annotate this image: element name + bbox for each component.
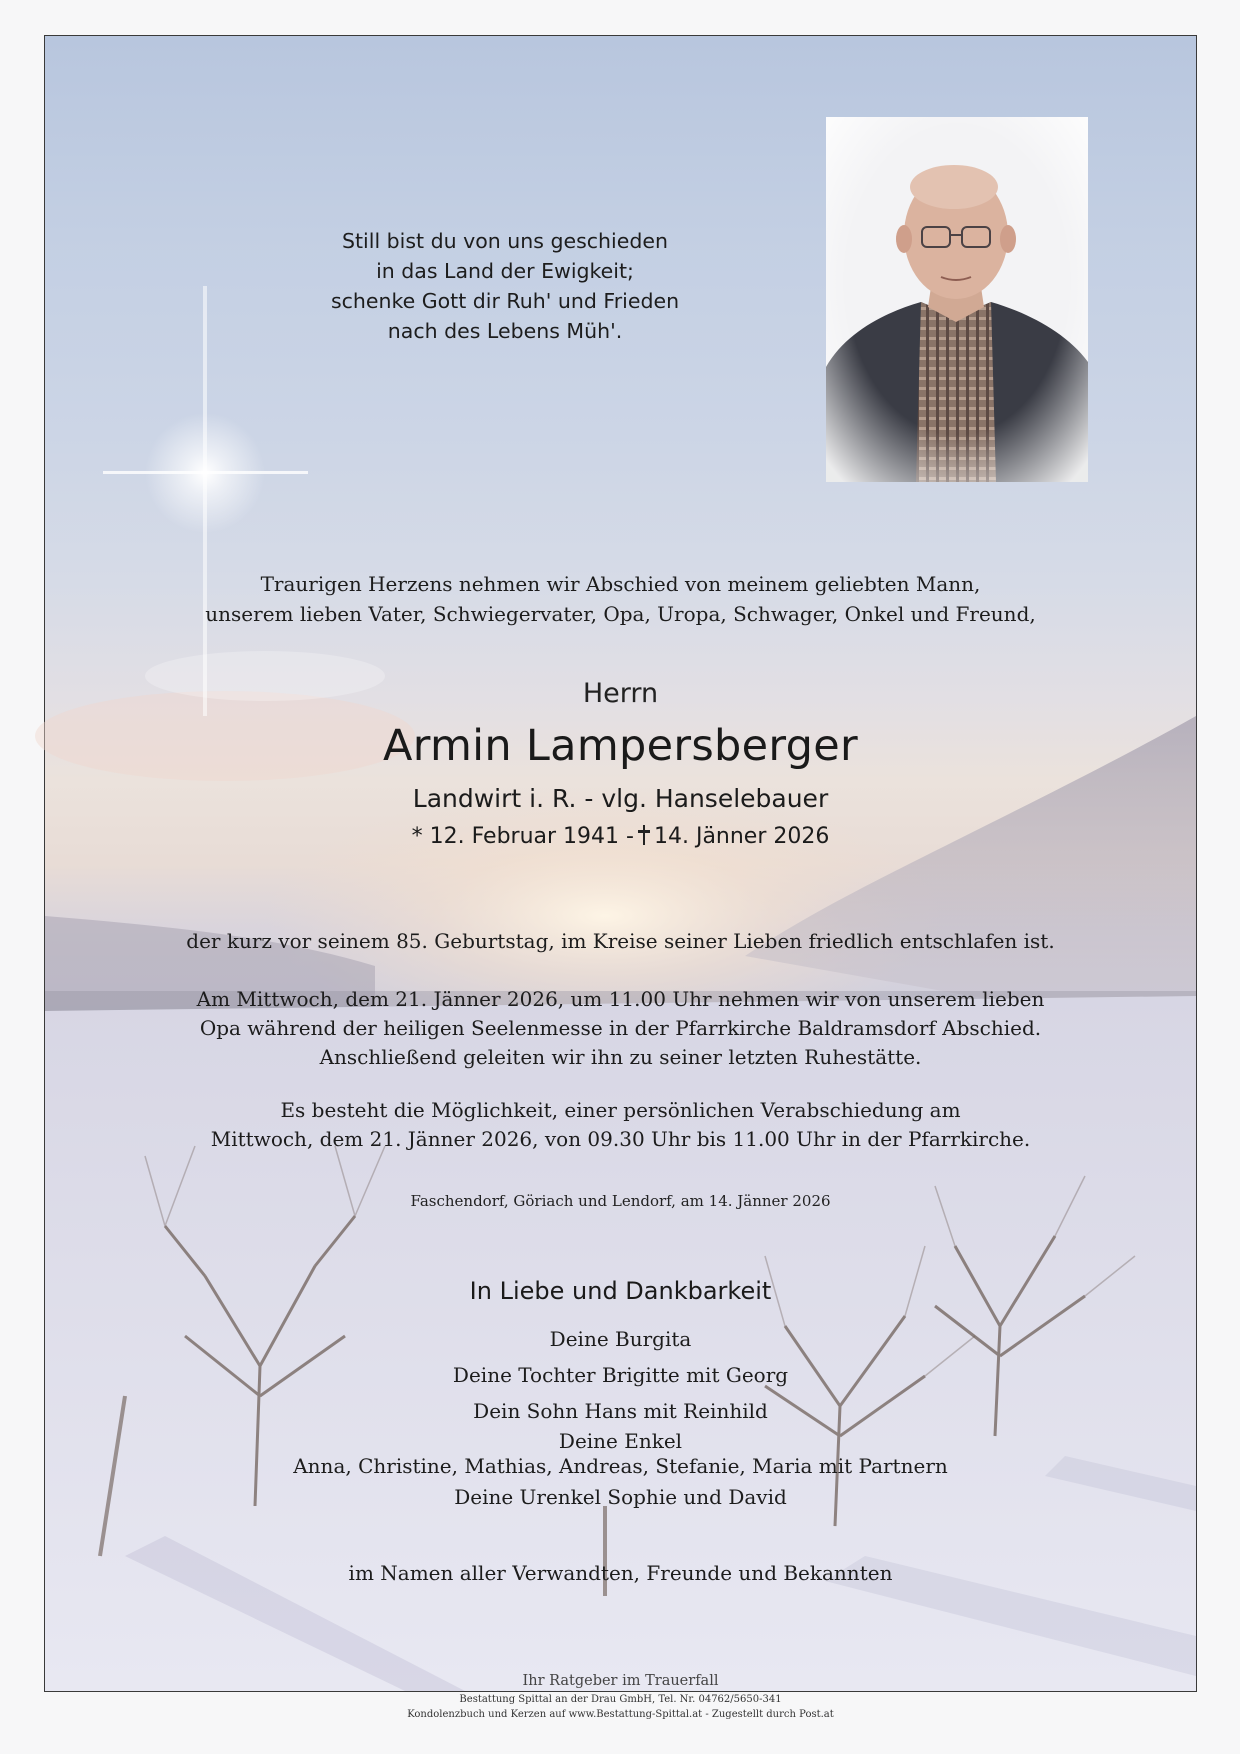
closing-line: im Namen aller Verwandten, Freunde und Bekannten [348,1561,893,1585]
footer-title: Ihr Ratgeber im Trauerfall [522,1673,719,1689]
mourner-line: Anna, Christine, Mathias, Andreas, Stefanie, Maria mit Partnern [293,1454,948,1478]
mourner-line: Deine Enkel [558,1429,683,1453]
farewell-line: Es besteht die Möglichkeit, einer persönlichen Verabschiedung am [280,1098,961,1122]
poem-line: schenke Gott dir Ruh' und Frieden [330,289,680,313]
deceased-occupation: Landwirt i. R. - vlg. Hanselebauer [412,784,829,813]
poem-line: nach des Lebens Müh'. [387,319,623,343]
place-date: Faschendorf, Göriach und Lendorf, am 14. Jänner 2026 [410,1192,831,1210]
intro-text [45,569,1196,629]
portrait-photo [826,117,1088,482]
death-date: 14. Jänner 2026 [653,824,830,849]
mass-line: Am Mittwoch, dem 21. Jänner 2026, um 11.00 Uhr nehmen wir von unserem lieben [196,987,1045,1011]
footer-contact: Bestattung Spittal an der Drau GmbH, Tel. Nr. 04762/5650-341 [459,1694,782,1705]
portrait-illustration [826,117,1088,482]
mourner-line: Deine Tochter Brigitte mit Georg [452,1363,789,1387]
poem [300,226,710,346]
mourners-list [45,1321,1196,1515]
passing-text: der kurz vor seinem 85. Geburtstag, im Kreise seiner Lieben friedlich entschlafen ist. [186,929,1055,953]
salutation: Herrn [582,678,659,709]
footer-condolence: Kondolenzbuch und Kerzen auf www.Bestattung-Spittal.at - Zugestellt durch Post.at [407,1709,834,1720]
deceased-name: Armin Lampersberger [383,721,858,771]
mourner-line: Dein Sohn Hans mit Reinhild [473,1399,768,1423]
mass-info [45,985,1196,1072]
mourner-line: Deine Burgita [549,1327,692,1351]
intro-line: unserem lieben Vater, Schwiegervater, Opa, Uropa, Schwager, Onkel und Freund, [205,602,1036,626]
mourners-title: In Liebe und Dankbarkeit [469,1277,772,1305]
obituary-card [44,35,1197,1720]
mass-line: Anschließend geleiten wir ihn zu seiner letzten Ruhestätte. [319,1045,922,1069]
farewell-info [45,1096,1196,1154]
mourner-line: Deine Urenkel Sophie und David [454,1485,787,1509]
poem-line: Still bist du von uns geschieden [342,229,668,253]
farewell-line: Mittwoch, dem 21. Jänner 2026, von 09.30 Uhr bis 11.00 Uhr in der Pfarrkirche. [210,1127,1031,1151]
life-dates [45,824,1196,849]
birth-date: * 12. Februar 1941 - [411,824,634,849]
cross-icon [638,825,650,845]
poem-line: in das Land der Ewigkeit; [376,259,634,283]
mass-line: Opa während der heiligen Seelenmesse in der Pfarrkirche Baldramsdorf Abschied. [199,1016,1042,1040]
intro-line: Traurigen Herzens nehmen wir Abschied von meinem geliebten Mann, [260,572,981,596]
